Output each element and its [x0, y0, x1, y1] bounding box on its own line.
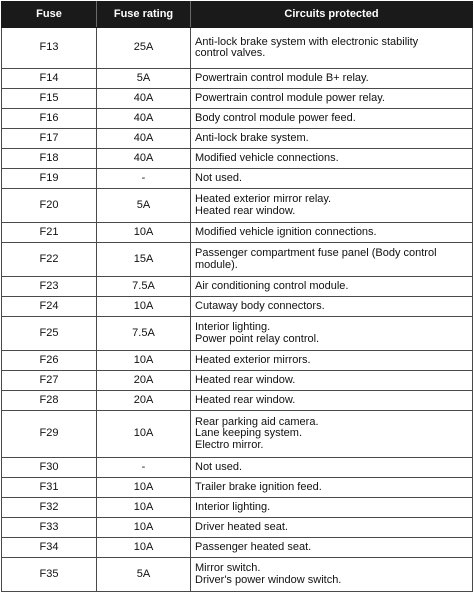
fuse-rating-cell: 40A	[97, 149, 191, 169]
circuit-line: Heated rear window.	[195, 393, 296, 406]
fuse-rating-cell: 5A	[97, 69, 191, 89]
fuse-rating-cell: 10A	[97, 538, 191, 558]
circuit-line: Mirror switch.	[195, 562, 261, 574]
circuit-line: control valves.	[195, 47, 266, 59]
fuse-cell: F34	[2, 538, 97, 558]
table-row	[2, 558, 473, 592]
fuse-cell: F27	[2, 371, 97, 391]
table-row	[2, 411, 473, 458]
fuse-cell: F19	[2, 169, 97, 189]
circuit-line: Air conditioning control module.	[195, 279, 349, 292]
table-row	[2, 538, 473, 558]
fuse-rating-cell: 7.5A	[97, 317, 191, 351]
circuit-line: Lane keeping system.	[195, 427, 303, 440]
table-row	[2, 351, 473, 371]
circuit-line: Interior lighting.	[195, 321, 271, 333]
circuit-line: Powertrain control module power relay.	[195, 91, 385, 104]
circuits-cell	[191, 149, 473, 169]
circuit-line: Not used.	[195, 171, 243, 184]
fuse-cell: F28	[2, 391, 97, 411]
circuits-cell	[191, 89, 473, 109]
table-row	[2, 498, 473, 518]
fuse-cell: F26	[2, 351, 97, 371]
table-row	[2, 371, 473, 391]
table-row	[2, 169, 473, 189]
circuits-cell	[191, 371, 473, 391]
table-row	[2, 518, 473, 538]
fuse-rating-cell: 10A	[97, 411, 191, 458]
circuit-line: Powertrain control module B+ relay.	[195, 71, 369, 84]
circuit-line: Passenger heated seat.	[195, 540, 312, 553]
table-row	[2, 89, 473, 109]
fuse-rating-cell: 5A	[97, 189, 191, 223]
fuse-table	[1, 1, 473, 592]
circuits-cell	[191, 498, 473, 518]
fuse-rating-cell: -	[97, 458, 191, 478]
circuit-line: Body control module power feed.	[195, 111, 356, 124]
header-row	[2, 2, 473, 28]
circuits-cell	[191, 391, 473, 411]
circuits-cell	[191, 189, 473, 223]
fuse-rating-cell: 40A	[97, 129, 191, 149]
circuit-line: Modified vehicle connections.	[195, 151, 339, 164]
circuits-cell	[191, 518, 473, 538]
circuit-line: Anti-lock brake system.	[195, 131, 309, 144]
circuit-line: Driver's power window switch.	[195, 573, 342, 586]
table-row	[2, 317, 473, 351]
fuse-cell: F24	[2, 297, 97, 317]
fuse-rating-cell: -	[97, 169, 191, 189]
circuits-cell	[191, 28, 473, 69]
table-row	[2, 391, 473, 411]
circuits-cell	[191, 317, 473, 351]
circuits-cell	[191, 223, 473, 243]
fuse-rating-cell: 10A	[97, 351, 191, 371]
header-fuse-rating: Fuse rating	[97, 2, 191, 28]
table-row	[2, 223, 473, 243]
fuse-rating-cell: 10A	[97, 518, 191, 538]
fuse-cell: F33	[2, 518, 97, 538]
circuits-cell	[191, 558, 473, 592]
circuit-line: Heated rear window.	[195, 373, 296, 386]
circuits-cell	[191, 109, 473, 129]
circuit-line: Driver heated seat.	[195, 520, 288, 533]
fuse-cell: F35	[2, 558, 97, 592]
circuit-line: Cutaway body connectors.	[195, 299, 325, 312]
circuit-line: Interior lighting.	[195, 500, 271, 513]
circuit-line: Electro mirror.	[195, 438, 264, 451]
fuse-cell: F31	[2, 478, 97, 498]
circuits-cell	[191, 538, 473, 558]
table-row	[2, 478, 473, 498]
circuits-cell	[191, 169, 473, 189]
table-row	[2, 28, 473, 69]
circuit-line: Heated exterior mirror relay.	[195, 193, 332, 205]
fuse-rating-cell: 5A	[97, 558, 191, 592]
table-header	[2, 2, 473, 28]
fuse-cell: F22	[2, 243, 97, 277]
circuit-line: module).	[195, 258, 238, 271]
circuit-line: Modified vehicle ignition connections.	[195, 225, 377, 238]
fuse-cell: F16	[2, 109, 97, 129]
circuits-cell	[191, 297, 473, 317]
circuits-cell	[191, 277, 473, 297]
fuse-cell: F21	[2, 223, 97, 243]
fuse-cell: F32	[2, 498, 97, 518]
fuse-cell: F29	[2, 411, 97, 458]
fuse-rating-cell: 10A	[97, 478, 191, 498]
circuits-cell	[191, 478, 473, 498]
circuits-cell	[191, 458, 473, 478]
circuits-cell	[191, 69, 473, 89]
fuse-rating-cell: 20A	[97, 371, 191, 391]
header-fuse: Fuse	[2, 2, 97, 28]
circuits-cell	[191, 411, 473, 458]
table-body	[2, 28, 473, 592]
circuit-line: Anti-lock brake system with electronic stability	[195, 35, 419, 48]
table-row	[2, 277, 473, 297]
circuit-line: Heated exterior mirrors.	[195, 353, 311, 366]
fuse-cell: F13	[2, 28, 97, 69]
table-row	[2, 149, 473, 169]
header-circuits-protected: Circuits protected	[191, 2, 473, 28]
fuse-cell: F17	[2, 129, 97, 149]
fuse-cell: F20	[2, 189, 97, 223]
fuse-rating-cell: 10A	[97, 498, 191, 518]
circuit-line: Power point relay control.	[195, 332, 320, 345]
circuits-cell	[191, 243, 473, 277]
table-row	[2, 69, 473, 89]
fuse-rating-cell: 40A	[97, 109, 191, 129]
fuse-rating-cell: 15A	[97, 243, 191, 277]
circuit-line: Not used.	[195, 460, 243, 473]
circuits-cell	[191, 351, 473, 371]
fuse-cell: F15	[2, 89, 97, 109]
fuse-cell: F25	[2, 317, 97, 351]
fuse-rating-cell: 40A	[97, 89, 191, 109]
circuit-line: Heated rear window.	[195, 204, 296, 217]
fuse-rating-cell: 10A	[97, 297, 191, 317]
table-row	[2, 297, 473, 317]
fuse-cell: F14	[2, 69, 97, 89]
fuse-rating-cell: 20A	[97, 391, 191, 411]
circuit-line: Passenger compartment fuse panel (Body control	[195, 247, 437, 259]
circuit-line: Trailer brake ignition feed.	[195, 480, 322, 493]
table-row	[2, 458, 473, 478]
table-row	[2, 129, 473, 149]
fuse-rating-cell: 7.5A	[97, 277, 191, 297]
table-row	[2, 243, 473, 277]
table-row	[2, 109, 473, 129]
circuits-cell	[191, 129, 473, 149]
circuit-line: Rear parking aid camera.	[195, 415, 319, 428]
fuse-rating-cell: 25A	[97, 28, 191, 69]
fuse-cell: F18	[2, 149, 97, 169]
table-row	[2, 189, 473, 223]
fuse-cell: F30	[2, 458, 97, 478]
fuse-rating-cell: 10A	[97, 223, 191, 243]
fuse-cell: F23	[2, 277, 97, 297]
